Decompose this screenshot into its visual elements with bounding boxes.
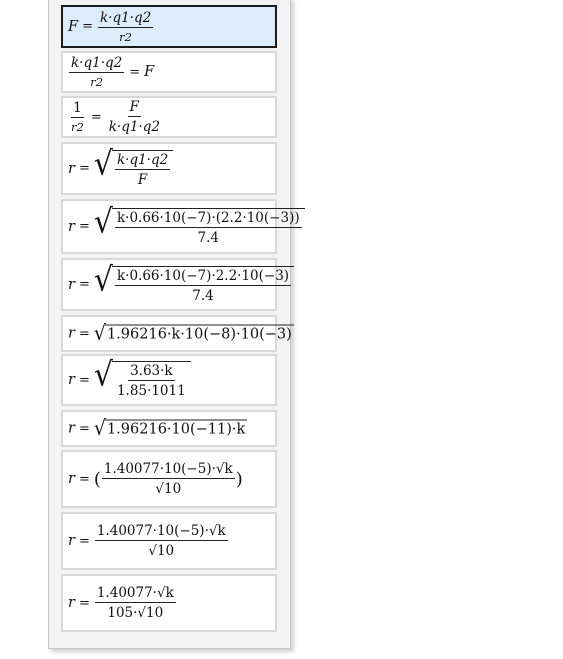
step-12-fraction — [95, 585, 176, 621]
step-2-rhs: F — [144, 64, 155, 80]
step-7-expression — [68, 320, 294, 346]
step-6-radicand — [112, 266, 294, 304]
step-11-lhs: r — [68, 533, 75, 549]
step-10-numerator: 1.40077·10(−5)·√k — [103, 461, 233, 477]
step-4-lhs: r — [68, 160, 75, 177]
step-10[interactable] — [61, 450, 277, 508]
step-1-fraction — [98, 10, 153, 44]
step-5[interactable] — [61, 199, 300, 254]
step-11-fraction — [95, 523, 228, 559]
step-2-denominator: r2 — [90, 75, 104, 89]
step-1-equals: = — [82, 19, 93, 34]
step-8-lhs: r — [68, 372, 75, 388]
sqrt-icon: √ — [93, 415, 106, 441]
step-11-numerator: 1.40077·10(−5)·√k — [96, 523, 226, 539]
step-7-radicand: 1.96216·k·10(−8)·10(−3) — [105, 324, 294, 343]
step-6-expression — [68, 260, 294, 304]
step-2-equals: = — [129, 64, 141, 80]
sqrt-icon: √ — [93, 260, 113, 299]
step-4[interactable] — [61, 142, 277, 195]
step-11-denominator: √10 — [148, 543, 175, 559]
step-12[interactable] — [61, 574, 277, 632]
step-10-expression — [68, 461, 243, 497]
sqrt-icon: √ — [93, 320, 106, 346]
step-5-equals: = — [78, 219, 90, 234]
step-5-numerator: k·0.66·10(−7)·(2.2·10(−3)) — [116, 209, 300, 226]
steps-panel — [48, 0, 300, 649]
step-6-equals: = — [78, 277, 90, 292]
step-12-numerator: 1.40077·√k — [96, 585, 174, 601]
step-3-fraction-right — [107, 99, 162, 135]
step-11-equals: = — [78, 533, 90, 549]
step-5-lhs: r — [68, 218, 75, 235]
step-9[interactable] — [61, 410, 277, 447]
step-4-numerator: k·q1·q2 — [116, 151, 169, 168]
step-9-lhs: r — [68, 420, 75, 437]
step-6-sqrt — [93, 260, 294, 304]
step-8-fraction — [115, 363, 188, 399]
step-4-fraction — [115, 152, 170, 188]
step-12-expression — [68, 585, 177, 621]
step-12-lhs: r — [68, 595, 75, 611]
step-3-denominator-right: k·q1·q2 — [108, 119, 160, 135]
step-6[interactable] — [61, 258, 290, 311]
step-2-expression — [68, 55, 154, 89]
step-1[interactable] — [61, 5, 277, 48]
step-11[interactable] — [61, 512, 277, 570]
step-3-numerator-right: F — [129, 99, 140, 115]
step-9-equals: = — [78, 421, 90, 436]
step-3-expression — [68, 99, 163, 135]
step-7-lhs: r — [68, 325, 75, 342]
step-2[interactable] — [61, 51, 277, 93]
step-7-sqrt — [93, 320, 294, 346]
step-9-sqrt — [93, 415, 247, 441]
step-10-denominator: √10 — [155, 481, 182, 497]
step-9-expression — [68, 415, 247, 441]
step-3-equals: = — [90, 109, 102, 125]
step-8-radicand — [112, 361, 191, 399]
step-10-fraction — [102, 461, 235, 497]
step-4-equals: = — [78, 161, 90, 176]
step-5-denominator: 7.4 — [197, 229, 220, 246]
step-8[interactable] — [61, 354, 277, 406]
step-8-denominator: 1.85·1011 — [116, 383, 186, 399]
step-8-equals: = — [78, 372, 90, 388]
step-12-equals: = — [78, 595, 90, 611]
step-12-denominator: 105·√10 — [107, 605, 164, 621]
step-6-lhs: r — [68, 276, 75, 293]
step-10-equals: = — [78, 471, 90, 487]
step-5-fraction — [115, 210, 302, 246]
step-4-radicand — [112, 150, 173, 188]
step-7[interactable] — [61, 315, 292, 352]
step-10-lhs: r — [68, 471, 75, 487]
step-5-radicand — [112, 208, 305, 246]
step-2-fraction — [69, 55, 124, 89]
sqrt-icon: √ — [93, 355, 113, 395]
step-8-sqrt — [93, 355, 191, 399]
step-6-fraction — [115, 268, 291, 304]
step-1-numerator: k·q1·q2 — [99, 9, 152, 26]
step-2-numerator: k·q1·q2 — [71, 55, 123, 71]
step-4-sqrt — [93, 144, 173, 188]
open-paren: ( — [93, 468, 101, 490]
step-5-sqrt — [93, 202, 305, 246]
close-paren: ) — [235, 468, 243, 490]
step-1-expression — [68, 10, 154, 44]
step-1-denominator: r2 — [119, 29, 132, 44]
step-3-numerator-left: 1 — [73, 100, 82, 116]
step-8-numerator: 3.63·k — [130, 363, 173, 379]
step-6-numerator: k·0.66·10(−7)·2.2·10(−3) — [116, 267, 290, 284]
step-8-expression — [68, 355, 191, 399]
step-4-denominator: F — [137, 171, 148, 188]
sqrt-icon: √ — [93, 202, 113, 241]
step-6-denominator: 7.4 — [192, 287, 214, 304]
step-3[interactable] — [61, 96, 277, 138]
step-1-lhs: F — [68, 18, 79, 35]
sqrt-icon: √ — [93, 144, 113, 183]
step-4-expression — [68, 144, 173, 188]
step-3-denominator-left: r2 — [71, 120, 84, 134]
step-11-expression — [68, 523, 229, 559]
step-5-expression — [68, 202, 305, 246]
step-3-fraction-left — [69, 100, 86, 134]
step-7-equals: = — [78, 326, 90, 341]
step-9-radicand: 1.96216·10(−11)·k — [105, 419, 247, 438]
